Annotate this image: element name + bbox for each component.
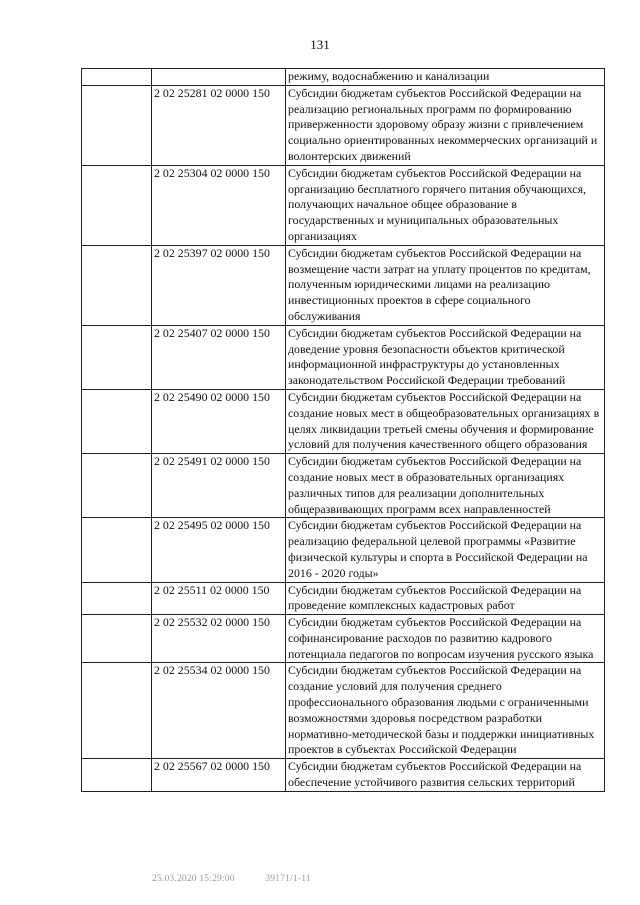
cell-description: Субсидии бюджетам субъектов Российской Федерации на проведение комплексных кадастровых работ: [286, 582, 605, 615]
cell-description: Субсидии бюджетам субъектов Российской Федерации на доведение уровня безопасности объектов критической информационной инфраструктуры до установленных законодательством Российской Федерации требований: [286, 325, 605, 389]
cell-code: 2 02 25567 02 0000 150: [152, 759, 286, 792]
cell-code: 2 02 25491 02 0000 150: [152, 454, 286, 518]
table-row: [82, 454, 605, 518]
cell-empty: [82, 245, 152, 325]
table-row: [82, 759, 605, 792]
cell-empty: [82, 69, 152, 86]
document-footer: [152, 874, 339, 884]
table-row: [82, 85, 605, 165]
table-row: [82, 165, 605, 245]
table-row: [82, 663, 605, 759]
footer-document-id: 39171/1-11: [265, 874, 311, 884]
cell-empty: [82, 582, 152, 615]
cell-code: 2 02 25407 02 0000 150: [152, 325, 286, 389]
cell-code: 2 02 25304 02 0000 150: [152, 165, 286, 245]
cell-empty: [82, 663, 152, 759]
cell-code: 2 02 25534 02 0000 150: [152, 663, 286, 759]
cell-code: 2 02 25397 02 0000 150: [152, 245, 286, 325]
table-row: [82, 389, 605, 453]
cell-code: 2 02 25532 02 0000 150: [152, 615, 286, 663]
cell-description: Субсидии бюджетам субъектов Российской Федерации на создание новых мест в образовательных организациях различных типов для реализации дополнительных общеразвивающих программ всех направленностей: [286, 454, 605, 518]
table-row: [82, 518, 605, 582]
page-number: 131: [310, 37, 330, 52]
table-row: [82, 245, 605, 325]
table-row: [82, 615, 605, 663]
cell-empty: [82, 389, 152, 453]
budget-classification-table: [81, 68, 605, 792]
cell-description: Субсидии бюджетам субъектов Российской Федерации на реализацию федеральной целевой программы «Развитие физической культуры и спорта в Российской Федерации на 2016 - 2020 годы»: [286, 518, 605, 582]
cell-empty: [82, 518, 152, 582]
cell-code: 2 02 25281 02 0000 150: [152, 85, 286, 165]
cell-description: Субсидии бюджетам субъектов Российской Федерации на организацию бесплатного горячего питания обучающихся, получающих начальное общее образование в государственных и муниципальных образовательных организациях: [286, 165, 605, 245]
cell-empty: [82, 325, 152, 389]
cell-description: Субсидии бюджетам субъектов Российской Федерации на создание новых мест в общеобразовательных организациях в целях ликвидации третьей смены обучения и формирование условий для получения качественного общего образования: [286, 389, 605, 453]
cell-description: Субсидии бюджетам субъектов Российской Федерации на софинансирование расходов по развитию кадрового потенциала педагогов по вопросам изучения русского языка: [286, 615, 605, 663]
table-row: [82, 582, 605, 615]
table-body: [82, 69, 605, 792]
cell-code: 2 02 25490 02 0000 150: [152, 389, 286, 453]
cell-description: Субсидии бюджетам субъектов Российской Федерации на реализацию региональных программ по формированию приверженности здоровому образу жизни с привлечением социально ориентированных некоммерческих организаций и волонтерских движений: [286, 85, 605, 165]
table-row: [82, 69, 605, 86]
cell-code: [152, 69, 286, 86]
cell-empty: [82, 759, 152, 792]
table-row: [82, 325, 605, 389]
cell-empty: [82, 454, 152, 518]
cell-empty: [82, 615, 152, 663]
cell-code: 2 02 25495 02 0000 150: [152, 518, 286, 582]
cell-empty: [82, 165, 152, 245]
cell-description: Субсидии бюджетам субъектов Российской Федерации на создание условий для получения среднего профессионального образования людьми с ограниченными возможностями здоровья посредством разработки нормативно-методической базы и поддержки инициативных проектов в субъектах Российской Федерации: [286, 663, 605, 759]
cell-description: Субсидии бюджетам субъектов Российской Федерации на возмещение части затрат на уплату процентов по кредитам, полученным юридическими лицами на реализацию инвестиционных проектов в сфере социального обслуживания: [286, 245, 605, 325]
cell-description: Субсидии бюджетам субъектов Российской Федерации на обеспечение устойчивого развития сельских территорий: [286, 759, 605, 792]
footer-timestamp: 25.03.2020 15:29:00: [152, 874, 235, 884]
cell-empty: [82, 85, 152, 165]
cell-code: 2 02 25511 02 0000 150: [152, 582, 286, 615]
cell-description: режиму, водоснабжению и канализации: [286, 69, 605, 86]
